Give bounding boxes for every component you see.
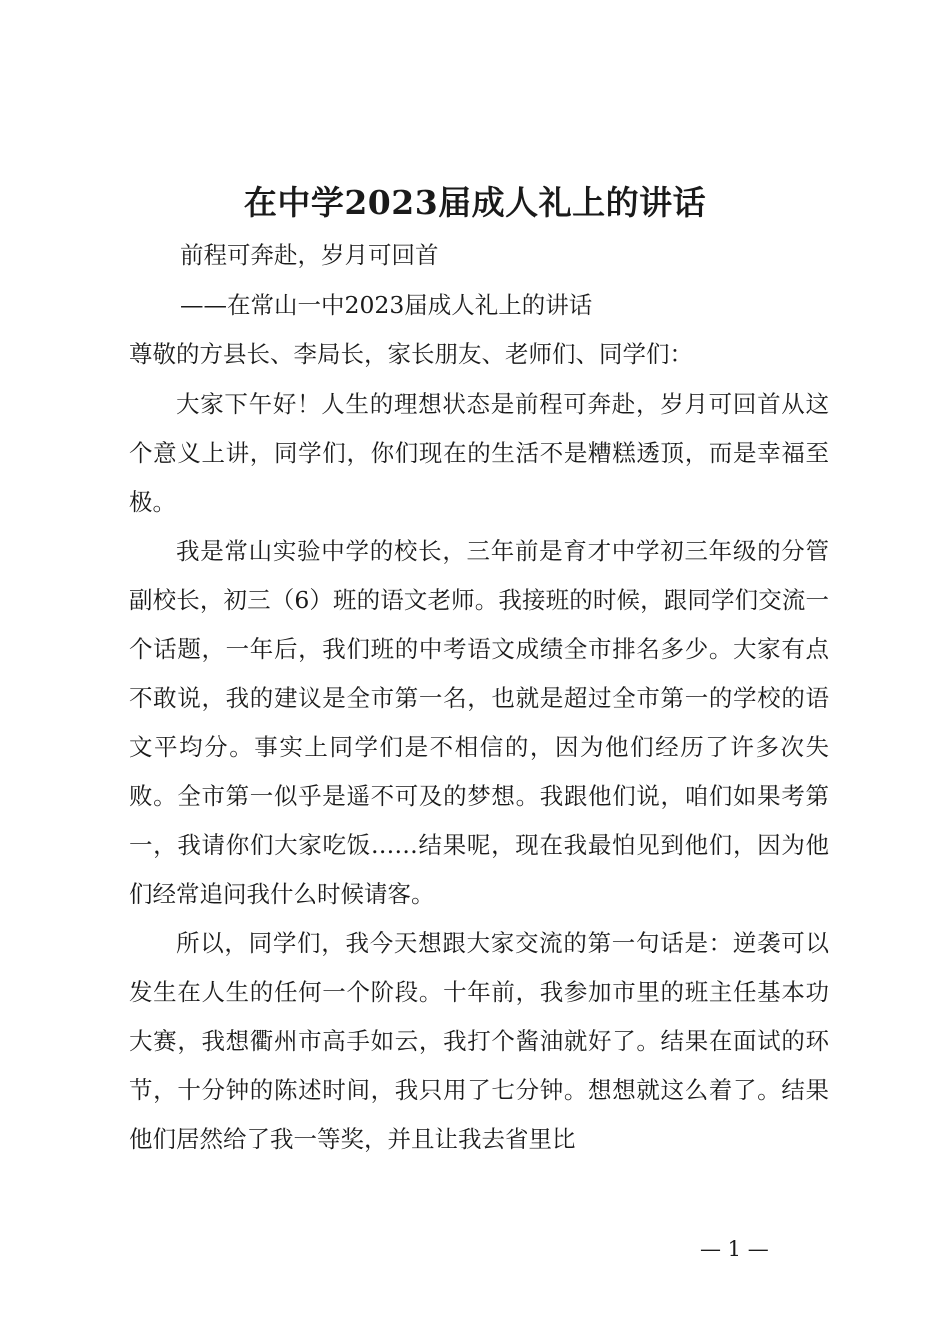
document-byline: ——在常山一中2023届成人礼上的讲话 (180, 291, 593, 319)
paragraph-3: 所以，同学们，我今天想跟大家交流的第一句话是：逆袭可以发生在人生的任何一个阶段。十年前，我参加市里的班主任基本功大赛，我想衢州市高手如云，我打个酱油就好了。结果在面试的环节，十分钟的陈述时间，我只用了七分钟。想想就这么着了。结果他们居然给了我一等奖，并且让我去省里比 (129, 929, 829, 1153)
page-number: — 1 — (700, 1237, 769, 1261)
salutation: 尊敬的方县长、李局长，家长朋友、老师们、同学们： (129, 340, 693, 368)
body-text (129, 380, 829, 1164)
document-title: 在中学2023届成人礼上的讲话 (243, 183, 707, 222)
document-subtitle: 前程可奔赴，岁月可回首 (180, 241, 439, 269)
paragraph-1: 大家下午好！人生的理想状态是前程可奔赴，岁月可回首从这个意义上讲，同学们，你们现在的生活不是糟糕透顶，而是幸福至极。 (129, 390, 829, 516)
paragraph-2: 我是常山实验中学的校长，三年前是育才中学初三年级的分管副校长，初三（6）班的语文老师。我接班的时候，跟同学们交流一个话题，一年后，我们班的中考语文成绩全市排名多少。大家有点不敢说，我的建议是全市第一名，也就是超过全市第一的学校的语文平均分。事实上同学们是不相信的，因为他们经历了许多次失败。全市第一似乎是遥不可及的梦想。我跟他们说，咱们如果考第一，我请你们大家吃饭……结果呢，现在我最怕见到他们，因为他们经常追问我什么时候请客。 (129, 537, 829, 908)
